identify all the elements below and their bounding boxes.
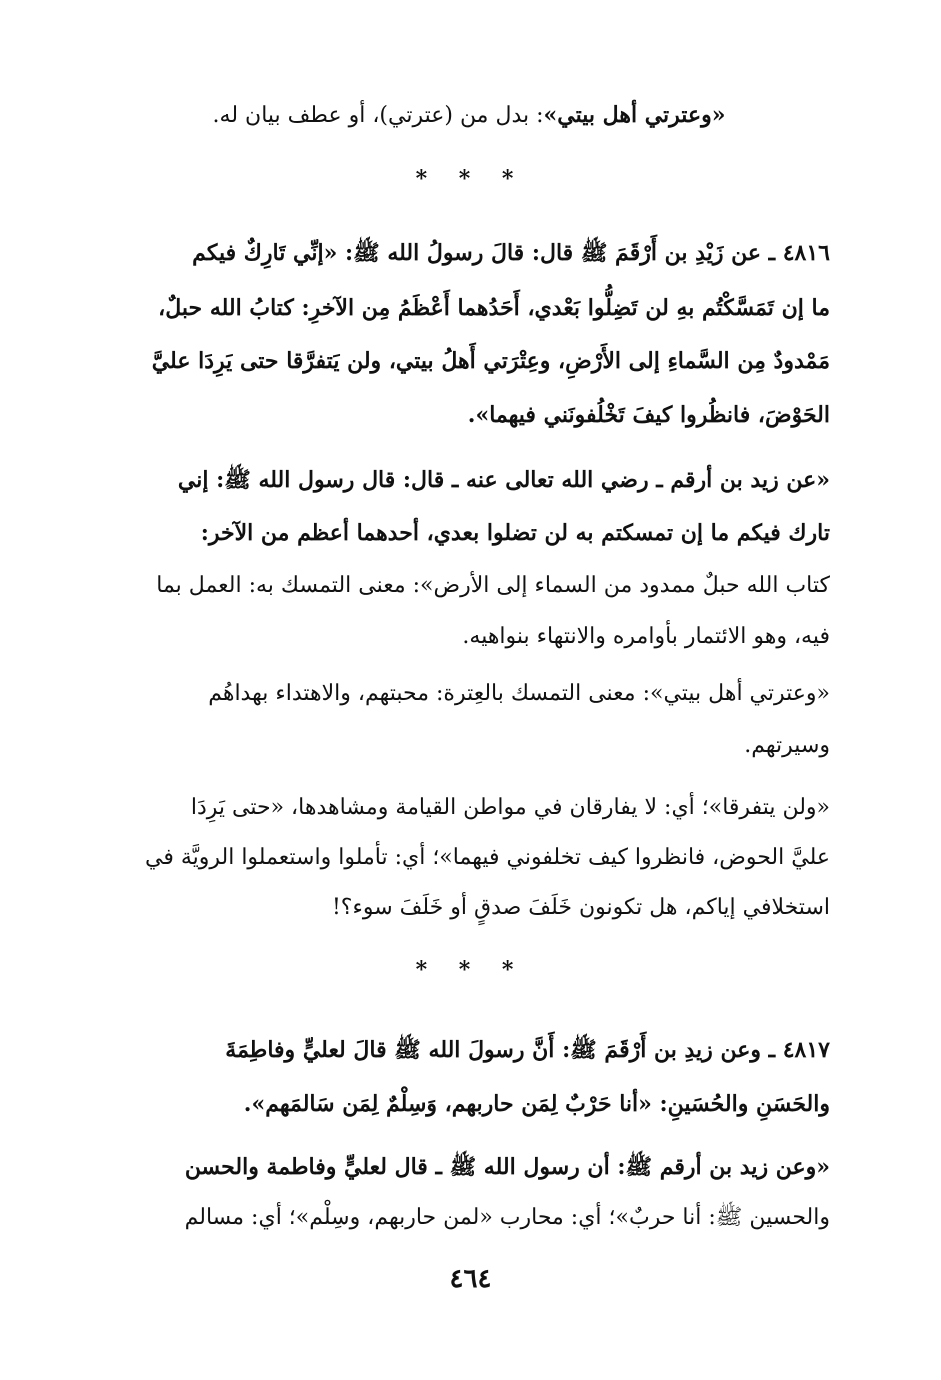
commentary-4816-p1-line-4: فيه، وهو الائتمار بأوامره والانتهاء بنواهيه.: [462, 624, 830, 649]
intro-line: [108, 98, 830, 133]
hadith-4817-line-2: والحَسَنِ والحُسَينِ: «أنا حَرْبٌ لِمَن حاربهم، وَسِلْمٌ لِمَن سَالمَهم».: [243, 1091, 830, 1117]
section-separator-1: * * *: [415, 166, 526, 192]
hadith-4816-line-4: الحَوْضَ، فانظُروا كيفَ تَخْلُفونَني فيهما».: [467, 402, 830, 428]
commentary-4816-p1-line-1: «عن زيد بن أرقم ـ رضي الله تعالى عنه ـ قال: قال رسول الله ﷺ: إني: [177, 467, 830, 493]
section-separator-2: * * *: [415, 957, 526, 983]
intro-explanation: : بدل من (عترتي)، أو عطف بيان له.: [212, 103, 544, 128]
commentary-4816-p3-line-3: استخلافي إياكم، هل تكونون خَلَفَ صدقٍ أو خَلَفَ سوء؟!: [331, 895, 830, 920]
intro-quote: «وعترتي أهل بيتي»: [543, 102, 726, 128]
commentary-4816-p3-line-2: عليَّ الحوض، فانظروا كيف تخلفوني فيهما»؛ أي: تأملوا واستعملوا الرويَّة في: [144, 845, 830, 870]
hadith-4817-line-1: ٤٨١٧ ـ وعن زيدِ بن أَرْقَمَ ﷺ: أَنَّ رسولَ الله ﷺ قالَ لعليٍّ وفاطِمَةَ: [225, 1037, 830, 1063]
hadith-4816-line-3: مَمْدودٌ مِن السَّماءِ إلى الأَرْضِ، وعِتْرَتي أَهلُ بيتي، ولن يَتفرَّقا حتى يَرِدَا عليَّ: [151, 348, 830, 374]
page-number: ٤٦٤: [449, 1264, 492, 1294]
commentary-4817-line-2: والحسين ﷺ: أنا حربٌ»؛ أي: محارب «لمن حاربهم، وسِلْم»؛ أي: مسالم: [184, 1205, 830, 1230]
commentary-4816-p1-line-3: كتاب الله حبلٌ ممدود من السماء إلى الأرض»: معنى التمسك به: العمل بما: [156, 573, 830, 598]
commentary-4817-line-1: «وعن زيد بن أرقم ﷺ: أن رسول الله ﷺ ـ قال لعليٍّ وفاطمة والحسن: [184, 1154, 830, 1180]
commentary-4816-p1-line-2: تارك فيكم ما إن تمسكتم به لن تضلوا بعدي، أحدهما أعظم من الآخر:: [200, 520, 830, 546]
commentary-4816-p3-line-1: «ولن يتفرقا»؛ أي: لا يفارقان في مواطن القيامة ومشاهدها، «حتى يَرِدَا: [190, 795, 830, 820]
commentary-4816-p2-line-1: «وعترتي أهل بيتي»: معنى التمسك بالعِترة: محبتهم، والاهتداء بهداهُم: [208, 681, 830, 706]
hadith-4816-line-2: ما إن تَمَسَّكْتُم بهِ لن تَضِلُّوا بَعْدي، أَحَدُهما أَعْظَمُ مِن الآخرِ: كتابُ الله حبلٌ،: [158, 295, 830, 321]
hadith-4816-line-1: ٤٨١٦ ـ عن زَيْدِ بن أَرْقَمَ ﷺ قال: قالَ رسولُ الله ﷺ: «إنِّي تَارِكٌ فيكم: [192, 240, 830, 266]
commentary-4816-p2-line-2: وسيرتهم.: [744, 733, 830, 758]
